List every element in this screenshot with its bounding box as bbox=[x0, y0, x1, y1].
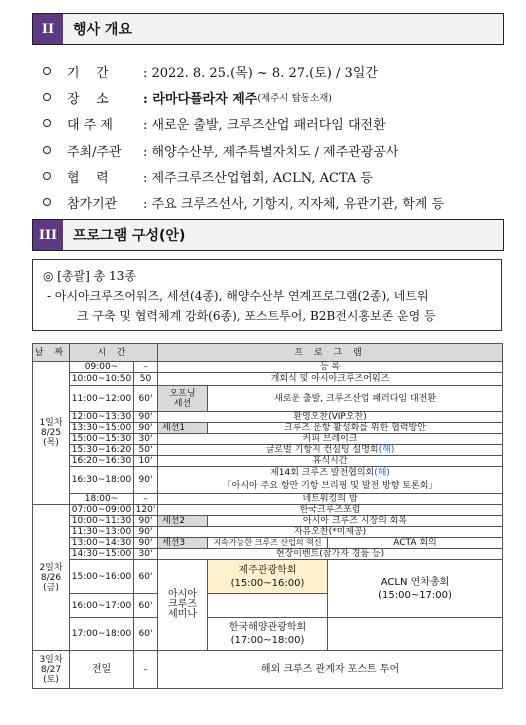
duration-cell: 50 bbox=[134, 373, 158, 386]
section-header-overview bbox=[32, 13, 504, 45]
overview-label: 기 간 bbox=[67, 65, 109, 81]
time-cell: 15:00~16:00 bbox=[70, 560, 134, 594]
program-cell: 아시아 크루즈 시장의 회복 bbox=[208, 516, 503, 527]
summary-box bbox=[32, 259, 502, 331]
overview-label: 협 력 bbox=[67, 170, 109, 186]
summary-heading: ◎ [총괄] 총 13종 bbox=[43, 269, 136, 283]
time-cell: 10:00~10:50 bbox=[70, 373, 134, 386]
session-tag bbox=[158, 386, 208, 412]
overview-value: : 2022. 8. 25.(목) ~ 8. 27.(토) / 3일간 bbox=[143, 65, 378, 81]
program-cell: 한국크루즈포럼 bbox=[158, 505, 503, 516]
table-row bbox=[33, 651, 503, 689]
time-cell: 15:30~16:20 bbox=[70, 445, 134, 456]
table-row bbox=[33, 505, 503, 516]
circle-bullet-icon bbox=[42, 171, 53, 182]
session-tag: 세션3 bbox=[158, 538, 208, 549]
ministry-mark: (해) bbox=[374, 468, 390, 478]
duration-cell: 60' bbox=[134, 618, 158, 651]
korea-seminar-cell bbox=[208, 618, 328, 651]
day-weekday: (목) bbox=[43, 438, 59, 448]
time-cell: 13:30~15:00 bbox=[70, 423, 134, 434]
table-row bbox=[33, 373, 503, 386]
day-label: 2일차 bbox=[39, 562, 63, 573]
time-cell: 16:30~18:00 bbox=[70, 467, 134, 494]
overview-item-theme bbox=[42, 111, 512, 137]
table-row bbox=[33, 423, 503, 434]
day-weekday: (토) bbox=[43, 674, 59, 685]
acln-title: ACLN 연차총회 bbox=[380, 576, 450, 588]
duration-cell: 60' bbox=[134, 560, 158, 594]
program-cell: 커피 브레이크 bbox=[158, 434, 503, 445]
program-cell: 크루즈 운항 활성화를 위한 협력방안 bbox=[208, 423, 503, 434]
day-date: 8/25 bbox=[40, 428, 62, 438]
program-cell: 환영오찬(VIP오찬) bbox=[158, 412, 503, 423]
overview-label: 주최/주관 bbox=[67, 144, 122, 160]
circle-bullet-icon bbox=[42, 66, 53, 77]
overview-value: : 제주크루즈산업협회, ACLN, ACTA 등 bbox=[143, 170, 373, 186]
program-cell: ACTA 회의 bbox=[328, 538, 503, 549]
day-cell bbox=[33, 505, 70, 651]
seminar-time: (17:00~18:00) bbox=[230, 635, 305, 646]
section-title: 프로그램 구성(안) bbox=[63, 220, 503, 250]
circle-bullet-icon bbox=[42, 92, 53, 103]
table-row bbox=[33, 412, 503, 423]
program-cell: 등 록 bbox=[158, 362, 503, 373]
program-cell bbox=[158, 445, 503, 456]
header-time: 시 간 bbox=[70, 344, 158, 362]
seminar-time: (15:00~16:00) bbox=[230, 577, 305, 589]
program-table bbox=[32, 343, 503, 689]
overview-label: 참가기관 bbox=[67, 197, 118, 213]
overview-value: : 새로운 출발, 크루즈산업 패러다임 대전환 bbox=[143, 118, 386, 134]
day-label: 3일차 bbox=[39, 654, 63, 665]
table-row bbox=[33, 386, 503, 412]
time-cell: 09:00~ bbox=[70, 362, 134, 373]
day-cell bbox=[33, 362, 70, 505]
section-number: II bbox=[33, 14, 63, 44]
duration-cell: 90' bbox=[134, 527, 158, 538]
duration-cell: 60' bbox=[134, 386, 158, 412]
session-tag: 세션2 bbox=[158, 516, 208, 527]
acln-cell bbox=[328, 560, 503, 618]
program-text: 글로벌 기항지 컨설팅 설명회 bbox=[265, 445, 379, 455]
overview-value: : 라마다플라자 제주 bbox=[143, 91, 258, 107]
program-cell: 지속가능한 크루즈 산업의 혁신 bbox=[208, 538, 328, 549]
seminar-title: 제주관광학회 bbox=[238, 564, 297, 576]
table-row bbox=[33, 434, 503, 445]
program-cell: 개회식 및 아시아크루즈어워즈 bbox=[158, 373, 503, 386]
session-tag-line: 오프닝 bbox=[169, 388, 196, 399]
overview-label: 장 소 bbox=[67, 91, 109, 107]
day-weekday: (금) bbox=[43, 582, 59, 593]
day-date: 8/27 bbox=[40, 664, 62, 675]
duration-cell: – bbox=[134, 362, 158, 373]
duration-cell: 60' bbox=[134, 594, 158, 618]
duration-cell: 90' bbox=[134, 516, 158, 527]
empty-cell bbox=[208, 594, 328, 618]
table-row bbox=[33, 445, 503, 456]
time-cell: 15:00~15:30 bbox=[70, 434, 134, 445]
program-cell: 새로운 출발, 크루즈산업 패러다임 대전환 bbox=[208, 386, 503, 412]
duration-cell: – bbox=[134, 651, 158, 689]
overview-value: : 주요 크루즈선사, 기항지, 지자체, 유관기관, 학계 등 bbox=[143, 197, 444, 213]
program-cell: 휴식시간 bbox=[158, 456, 503, 467]
duration-cell: 90' bbox=[134, 538, 158, 549]
program-cell: 자유오찬(*미제공) bbox=[158, 527, 503, 538]
program-cell: 네트워킹의 밤 bbox=[158, 494, 503, 505]
table-row bbox=[33, 538, 503, 549]
program-cell bbox=[158, 467, 503, 494]
circle-bullet-icon bbox=[42, 145, 53, 156]
duration-cell: 10' bbox=[134, 456, 158, 467]
duration-cell: 90' bbox=[134, 423, 158, 434]
overview-note: (제주시 탑동소재) bbox=[257, 93, 332, 105]
table-header-row bbox=[33, 344, 503, 362]
section-title: 행사 개요 bbox=[63, 14, 503, 44]
table-row bbox=[33, 456, 503, 467]
overview-item-host bbox=[42, 137, 512, 163]
overview-item-period bbox=[42, 58, 512, 84]
duration-cell: 50' bbox=[134, 445, 158, 456]
session-tag-line: 세션 bbox=[173, 398, 192, 409]
day-cell bbox=[33, 651, 70, 689]
overview-item-participants bbox=[42, 189, 512, 215]
table-row bbox=[33, 618, 503, 651]
table-row bbox=[33, 549, 503, 560]
circle-bullet-icon bbox=[42, 197, 53, 208]
duration-cell: 120' bbox=[134, 505, 158, 516]
empty-cell bbox=[328, 618, 503, 651]
duration-cell: – bbox=[134, 494, 158, 505]
seminar-title: 한국해양관광학회 bbox=[228, 622, 307, 633]
duration-cell: 30' bbox=[134, 549, 158, 560]
acln-time: (15:00~17:00) bbox=[378, 589, 452, 601]
header-program: 프 로 그 램 bbox=[158, 344, 503, 362]
day-date: 8/26 bbox=[40, 572, 62, 583]
time-cell: 11:00~12:00 bbox=[70, 386, 134, 412]
jeju-seminar-cell bbox=[208, 560, 328, 594]
section-number: III bbox=[33, 220, 63, 250]
table-row bbox=[33, 560, 503, 594]
time-cell: 13:00~14:30 bbox=[70, 538, 134, 549]
time-cell: 16:00~17:00 bbox=[70, 594, 134, 618]
seminar-cell: 아시아 크루즈 세미나 bbox=[158, 560, 208, 651]
session-tag: 세션1 bbox=[158, 423, 208, 434]
table-row bbox=[33, 527, 503, 538]
overview-item-cooperation bbox=[42, 163, 512, 189]
time-cell: 전일 bbox=[70, 651, 134, 689]
duration-cell: 90' bbox=[134, 412, 158, 423]
time-cell: 11:30~13:00 bbox=[70, 527, 134, 538]
duration-cell: 30' bbox=[134, 434, 158, 445]
program-text: 「아시아 주요 항만 기항 브리핑 및 발전 방향 토론회」 bbox=[222, 481, 438, 491]
time-cell: 10:00~11:30 bbox=[70, 516, 134, 527]
program-cell: 해외 크루즈 관계자 포스트 투어 bbox=[158, 651, 503, 689]
ministry-mark: (해) bbox=[378, 445, 395, 455]
section-header-program bbox=[32, 219, 504, 251]
duration-cell: 90' bbox=[134, 467, 158, 494]
program-text: 제14회 크루즈 발전협의회 bbox=[270, 468, 375, 478]
time-cell: 16:20~16:30 bbox=[70, 456, 134, 467]
summary-text: - 아시아크루즈어워즈, 세션(4종), 해양수산부 연계프로그램(2종), 네트워 bbox=[47, 289, 429, 303]
time-cell: 18:00~ bbox=[70, 494, 134, 505]
table-row bbox=[33, 516, 503, 527]
table-row bbox=[33, 494, 503, 505]
time-cell: 07:00~09:00 bbox=[70, 505, 134, 516]
table-row bbox=[33, 362, 503, 373]
time-cell: 12:00~13:30 bbox=[70, 412, 134, 423]
time-cell: 14:30~15:00 bbox=[70, 549, 134, 560]
summary-text-cont: 크 구축 및 협력체계 강화(6종), 포스트투어, B2B전시홍보존 운영 등 bbox=[77, 309, 436, 323]
overview-label: 대 주 제 bbox=[67, 118, 113, 134]
header-date: 날 짜 bbox=[33, 344, 70, 362]
day-label: 1일차 bbox=[39, 418, 63, 428]
program-cell: 현장이벤트(참가자 경품 등) bbox=[158, 549, 503, 560]
overview-value: : 해양수산부, 제주특별자치도 / 제주관광공사 bbox=[143, 144, 399, 160]
table-row bbox=[33, 467, 503, 494]
time-cell: 17:00~18:00 bbox=[70, 618, 134, 651]
overview-item-venue bbox=[42, 84, 512, 110]
overview-list bbox=[42, 58, 512, 216]
circle-bullet-icon bbox=[42, 118, 53, 129]
